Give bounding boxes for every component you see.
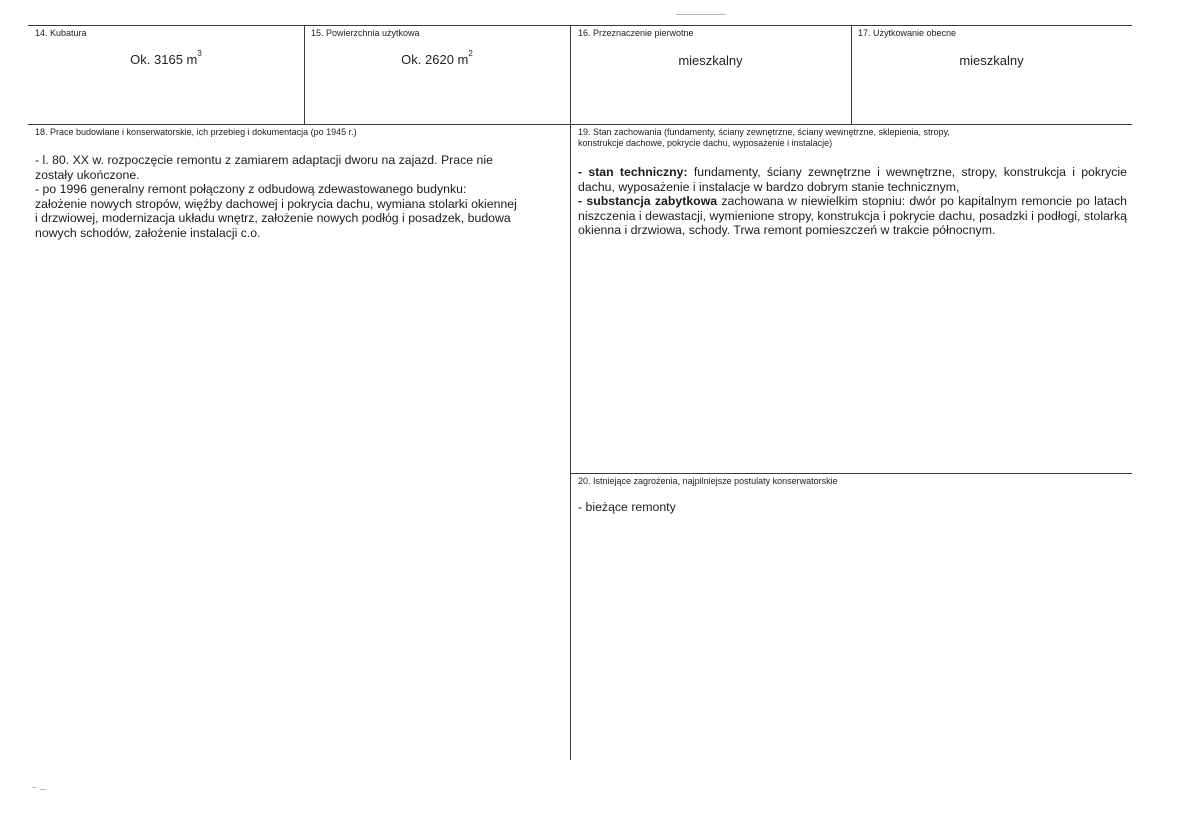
field-16-label: 16. Przeznaczenie pierwotne	[578, 28, 694, 38]
field-18-line: i drzwiowej, modernizacja układu wnętrz, założenie nowych podłóg i posadzek, budowa	[35, 211, 511, 225]
field-15-label: 15. Powierzchnia użytkowa	[311, 28, 420, 38]
field-18-line: - l. 80. XX w. rozpoczęcie remontu z zamiarem adaptacji dworu na zajazd. Prace nie	[35, 153, 493, 167]
field-14-unit-exponent: 3	[197, 49, 202, 58]
section-19-20-border	[570, 473, 1132, 474]
divider-15-16	[570, 25, 571, 760]
field-18-label: 18. Prace budowlane i konserwatorskie, ich przebieg i dokumentacja (po 1945 r.)	[35, 127, 357, 137]
field-18-text	[35, 153, 565, 240]
field-14-value	[28, 49, 304, 67]
field-15-value	[304, 49, 570, 67]
field-19-paragraph-technical	[578, 165, 1127, 194]
field-16-value: mieszkalny	[678, 53, 743, 68]
field-17-value: mieszkalny	[959, 53, 1024, 68]
field-19-text	[578, 165, 1127, 238]
top-row-upper-border	[28, 25, 1132, 26]
field-20-text: - bieżące remonty	[578, 500, 676, 514]
field-14-label: 14. Kubatura	[35, 28, 87, 38]
field-19-heritage-heading: - substancja zabytkowa	[578, 194, 718, 208]
field-19-heritage-text: zachowana w niewielkim stopniu: dwór po kapitalnym remoncie po latach niszczenia i dewastacji, wymienione stropy, konstrukcja i pokrycie dachu, posadzki i podłogi, stolarką okienna i drzwiowa, schody. Trwa remont pomieszczeń w trakcie północnym.	[578, 194, 1127, 237]
field-18-line: założenie nowych stropów, więźby dachowej i pokrycia dachu, wymiana stolarki okiennej	[35, 196, 517, 211]
scan-speck	[676, 14, 726, 15]
scan-speck	[32, 787, 36, 788]
divider-14-15	[304, 25, 305, 124]
field-19-paragraph-heritage	[578, 194, 1127, 238]
divider-16-17	[851, 25, 852, 124]
field-19-label-line-1: 19. Stan zachowania (fundamenty, ściany zewnętrzne, ściany wewnętrzne, sklepienia, stropy,	[578, 127, 950, 137]
field-19-label-line-2: konstrukcje dachowe, pokrycie dachu, wyposażenie i instalacje)	[578, 138, 833, 148]
field-14-value-text: Ok. 3165 m	[130, 52, 198, 67]
field-18-line: - po 1996 generalny remont połączony z odbudową zdewastowanego budynku:	[35, 182, 467, 196]
scan-speck	[40, 789, 46, 790]
field-20-label: 20. Istniejące zagrożenia, najpilniejsze postulaty konserwatorskie	[578, 476, 838, 486]
top-row-lower-border	[28, 124, 1132, 125]
field-19-technical-text: fundamenty, ściany zewnętrzne i wewnętrzne, stropy, konstrukcja i pokrycie dachu, wyposażenie i instalacje w bardzo dobrym stanie technicznym,	[578, 165, 1128, 194]
field-15-unit-exponent: 2	[468, 49, 473, 58]
field-15-value-text: Ok. 2620 m	[401, 52, 469, 67]
field-18-line: nowych schodów, założenie instalacji c.o.	[35, 225, 261, 240]
field-19-technical-heading: - stan techniczny:	[578, 165, 688, 179]
field-18-line: zostały ukończone.	[35, 167, 140, 182]
field-17-label: 17. Użytkowanie obecne	[858, 28, 957, 38]
